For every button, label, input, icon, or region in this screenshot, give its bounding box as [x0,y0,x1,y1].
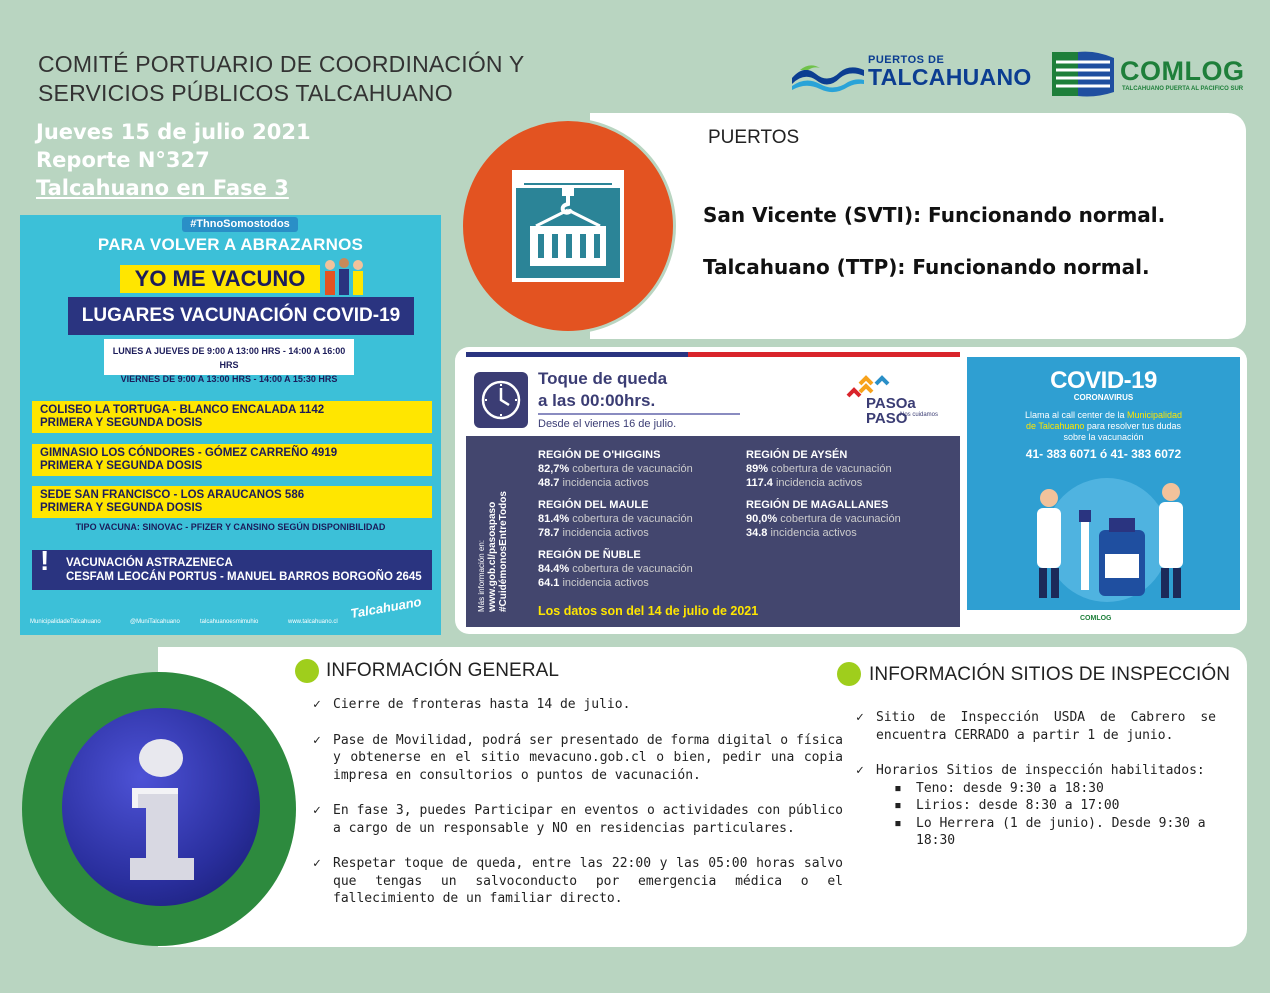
info-sitios-dot [837,662,861,686]
region-incidence: 78.7 [538,527,560,539]
check-icon: ✓ [313,697,321,712]
poster-banner: YO ME VACUNO [120,265,320,293]
side-info-label: Más información en: [477,539,486,612]
region-block [538,498,693,540]
info-general-title: INFORMACIÓN GENERAL [326,660,560,681]
check-icon: ✓ [313,803,321,818]
sub-list-item [856,797,1216,815]
logo1-big-text: TALCAHUANO [868,64,1032,90]
square-bullet-icon: ▪ [894,798,902,813]
region-data-panel [466,436,960,627]
clock-icon [474,372,528,428]
astra-line-2: CESFAM LEOCÁN PORTUS - MANUEL BARROS BORGOÑO 2645 [66,571,422,583]
region-coverage: 89% [746,463,769,475]
check-icon: ✓ [856,763,864,778]
site-name: SEDE SAN FRANCISCO - LOS ARAUCANOS 586 [40,489,305,501]
footer-facebook: MunicipalidadeTalcahuano [30,619,101,625]
hours-line-1: LUNES A JUEVES DE 9:00 A 13:00 HRS - 14:00 A 16:00 HRS [112,346,346,370]
region-coverage-label: cobertura de vacunación [771,463,892,475]
sub-item-text: Lo Herrera (1 de junio). Desde 9:30 a 18:30 [916,815,1206,848]
region-name: REGIÓN DE ÑUBLE [538,549,641,561]
list-item [856,709,1216,744]
list-item-text: Cierre de fronteras hasta 14 de julio. [333,697,631,712]
vaccination-poster [20,215,441,635]
list-item-text: Respetar toque de queda, entre las 22:00 y las 05:00 horas salvo que tengas un salvoconducto por emergencia médica o el fallecimiento de un familiar directo. [333,856,843,906]
port-status-ttp: Talcahuano (TTP): Funcionando normal. [703,255,1150,279]
covid-message [997,410,1210,443]
footer-twitter: @MuniTalcahuano [130,619,180,625]
covid-msg-3: sobre la vacunación [1063,432,1144,442]
covid-msg-1: Llama al call center de la [1024,410,1125,420]
info-sitios-list [856,709,1216,850]
region-name: REGIÓN DE MAGALLANES [746,499,889,511]
sub-list-item [856,815,1216,850]
hours-line-2: VIERNES DE 9:00 A 13:00 HRS - 14:00 A 15:30 HRS [120,374,338,384]
region-coverage: 90,0% [746,513,778,525]
poster-hours [104,339,354,384]
square-bullet-icon: ▪ [894,780,902,796]
puertos-label: PUERTOS [708,127,800,148]
puertos-talcahuano-logo [790,52,1030,96]
region-block [538,448,693,490]
container-crane-icon [512,170,624,282]
check-icon: ✓ [856,710,864,725]
title-line-1: COMITÉ PORTUARIO DE COORDINACIÓN Y [38,51,525,77]
region-incidence-label: incidencia activos [770,527,857,539]
poster-title: LUGARES VACUNACIÓN COVID-19 [68,297,414,335]
data-date-note: Los datos son del 14 de julio de 2021 [538,604,759,618]
comlog-logo [1048,48,1248,100]
toque-subtitle: Desde el viernes 16 de julio. [538,418,677,430]
info-sitios-title: INFORMACIÓN SITIOS DE INSPECCIÓN [869,664,1231,685]
comlog-flag-icon [1048,48,1116,100]
vaccine-type: TIPO VACUNA: SINOVAC - PFIZER Y CANSINO SEGÚN DISPONIBILIDAD [75,522,386,532]
report-number: Reporte N°327 [36,148,210,172]
astra-line-1: VACUNACIÓN ASTRAZENECA [66,557,233,569]
region-incidence: 34.8 [746,527,768,539]
list-item-text: Sitio de Inspección USDA de Cabrero se encuentra CERRADO a partir 1 de junio. [876,710,1216,743]
region-incidence-label: incidencia activos [562,527,649,539]
report-phase: Talcahuano en Fase 3 [36,176,289,200]
region-block [538,548,693,590]
toque-divider [538,413,740,415]
region-coverage: 84.4% [538,563,570,575]
region-name: REGIÓN DE O'HIGGINS [538,449,661,461]
info-i-icon [62,708,260,906]
site-dose: PRIMERA Y SEGUNDA DOSIS [40,502,203,514]
region-incidence: 48.7 [538,477,560,489]
region-incidence-label: incidencia activos [775,477,863,489]
wave-logo-icon [790,56,866,96]
toque-de-queda-card [466,352,960,627]
site-dose: PRIMERA Y SEGUNDA DOSIS [40,460,203,472]
doctors-illustration-icon [967,470,1240,610]
side-info-url: www.gob.cl/pasoapaso [487,501,498,612]
poster-hashtag: #ThnoSomostodos [182,217,298,232]
info-general-list [313,696,843,926]
list-item [313,732,843,785]
covid-msg-2: para resolver tus dudas [1086,421,1181,431]
list-item [313,696,843,714]
list-item-text: En fase 3, puedes Participar en eventos o actividades con público a cargo de un responsable y NO en residencias particulares. [333,803,843,836]
site-name: GIMNASIO LOS CÓNDORES - GÓMEZ CARREÑO 4919 [40,447,338,459]
site-name: COLISEO LA TORTUGA - BLANCO ENCALADA 1142 [40,404,325,416]
side-info-hash: #CuidémonosEntreTodos [498,491,509,612]
check-icon: ✓ [313,732,321,748]
port-status-svti: San Vicente (SVTI): Funcionando normal. [703,203,1166,227]
check-icon: ✓ [313,856,321,871]
clock-box [474,372,528,428]
info-general-dot [295,659,319,683]
flag-stripe-blue [466,352,688,357]
astrazeneca-box [32,545,432,590]
sub-item-text: Teno: desde 9:30 a 18:30 [916,780,1104,796]
region-coverage-label: cobertura de vacunación [572,513,693,525]
people-illustration-icon [320,255,370,297]
sub-list-item [856,780,1216,798]
vaccination-site [32,401,432,433]
report-date: Jueves 15 de julio 2021 [36,120,311,144]
vaccination-site [32,486,432,518]
list-item [856,762,1216,780]
region-incidence-label: incidencia activos [562,577,649,589]
side-info [476,452,522,612]
list-item [313,802,843,837]
sub-item-text: Lirios: desde 8:30 a 17:00 [916,798,1120,813]
footer-web: www.talcahuano.cl [288,619,338,625]
covid-footer-logo: COMLOG [1080,615,1112,622]
logo2-small-text: TALCAHUANO PUERTA AL PACIFICO SUR [1122,86,1244,92]
region-incidence: 64.1 [538,577,560,589]
square-bullet-icon: ▪ [894,815,902,831]
region-incidence: 117.4 [746,477,773,489]
region-name: REGIÓN DEL MAULE [538,499,649,511]
region-coverage: 81.4% [538,513,570,525]
region-coverage-label: cobertura de vacunación [780,513,901,525]
region-coverage: 82,7% [538,463,570,475]
poster-signature: Talcahuano [349,593,423,622]
covid-msg-highlight-2: de Talcahuano [1026,421,1085,431]
region-block [746,448,892,490]
list-item-text: Horarios Sitios de inspección habilitados: [876,763,1205,778]
region-name: REGIÓN DE AYSÉN [746,449,848,461]
site-dose: PRIMERA Y SEGUNDA DOSIS [40,417,203,429]
covid-phones: 41- 383 6071 ó 41- 383 6072 [1025,447,1182,461]
paso-logo-text: PASOa PASO [866,395,916,427]
list-item-text: Pase de Movilidad, podrá ser presentado de forma digital o física y obtenerse en el sitio mevacuno.gob.cl o bien, pedir una copia impresa en consultorios o puntos de vacunación. [333,732,843,783]
footer-instagram: talcahuanoesmimuhio [200,619,259,625]
title-line-2: SERVICIOS PÚBLICOS TALCAHUANO [38,80,453,106]
region-coverage-label: cobertura de vacunación [572,463,693,475]
flag-stripe-red [688,352,960,357]
covid-msg-highlight-1: Municipalidad [1127,410,1183,420]
logo2-big-text: COMLOG [1120,56,1245,86]
region-block [746,498,901,540]
vaccination-site [32,444,432,476]
toque-title-1: Toque de queda [538,369,668,388]
poster-headline: PARA VOLVER A ABRAZARNOS [97,235,364,254]
region-coverage-label: cobertura de vacunación [572,563,693,575]
alert-icon: ! [40,545,50,576]
logo1-small-text: PUERTOS DE [868,54,945,66]
paso-logo-small: Nos cuidamos [900,412,939,418]
covid-callcenter-card [967,357,1240,610]
paso-a-paso-logo [846,372,946,430]
list-item [313,855,843,908]
covid-subtitle: CORONAVIRUS [1073,393,1134,402]
document-title [38,50,524,108]
toque-title-2: a las 00:00hrs. [538,391,656,410]
region-incidence-label: incidencia activos [562,477,649,489]
covid-title: COVID-19 [1050,367,1157,394]
report-info [36,118,311,202]
